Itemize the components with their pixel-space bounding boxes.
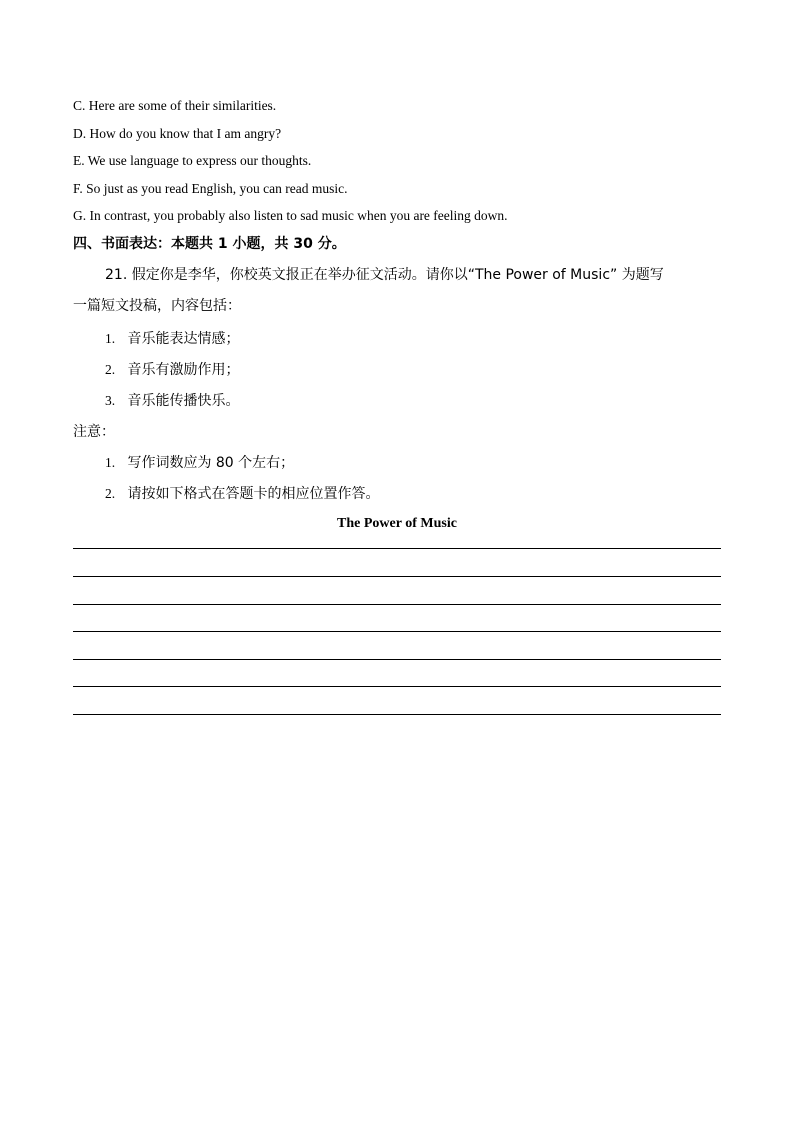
note-1-text: 写作词数应为 80 个左右；	[127, 455, 295, 471]
point-1	[105, 330, 239, 348]
question-line-1: 21. 假定你是李华，你校英文报正在举办征文活动。请你以“The Power of Music” 为题写	[105, 267, 664, 283]
writing-line	[73, 548, 721, 549]
notes-heading: 注意：	[73, 424, 115, 440]
writing-line	[73, 576, 721, 577]
point-2-text: 音乐有激励作用；	[127, 362, 240, 378]
note-1	[105, 454, 294, 472]
point-3-text: 音乐能传播快乐。	[127, 393, 240, 409]
question-line-2: 一篇短文投稿，内容包括：	[73, 298, 241, 314]
note-2-number: 2.	[105, 486, 116, 501]
writing-line	[73, 686, 721, 687]
note-2	[105, 485, 379, 503]
point-3-number: 3.	[105, 393, 116, 408]
essay-title: The Power of Music	[337, 516, 457, 531]
point-1-number: 1.	[105, 331, 116, 346]
writing-line	[73, 631, 721, 632]
option-c: C. Here are some of their similarities.	[73, 98, 277, 113]
option-e: E. We use language to express our thoughts.	[73, 153, 312, 168]
writing-line	[73, 604, 721, 605]
option-f: F. So just as you read English, you can read music.	[73, 181, 348, 196]
writing-line	[73, 659, 721, 660]
option-g: G. In contrast, you probably also listen to sad music when you are feeling down.	[73, 208, 508, 223]
point-2-number: 2.	[105, 362, 116, 377]
option-d: D. How do you know that I am angry?	[73, 126, 282, 141]
point-2	[105, 361, 239, 379]
point-3	[105, 392, 239, 410]
note-2-text: 请按如下格式在答题卡的相应位置作答。	[127, 486, 380, 502]
section-heading: 四、书面表达：本题共 1 小题，共 30 分。	[73, 236, 346, 252]
writing-line	[73, 714, 721, 715]
point-1-text: 音乐能表达情感；	[127, 331, 240, 347]
note-1-number: 1.	[105, 455, 116, 470]
